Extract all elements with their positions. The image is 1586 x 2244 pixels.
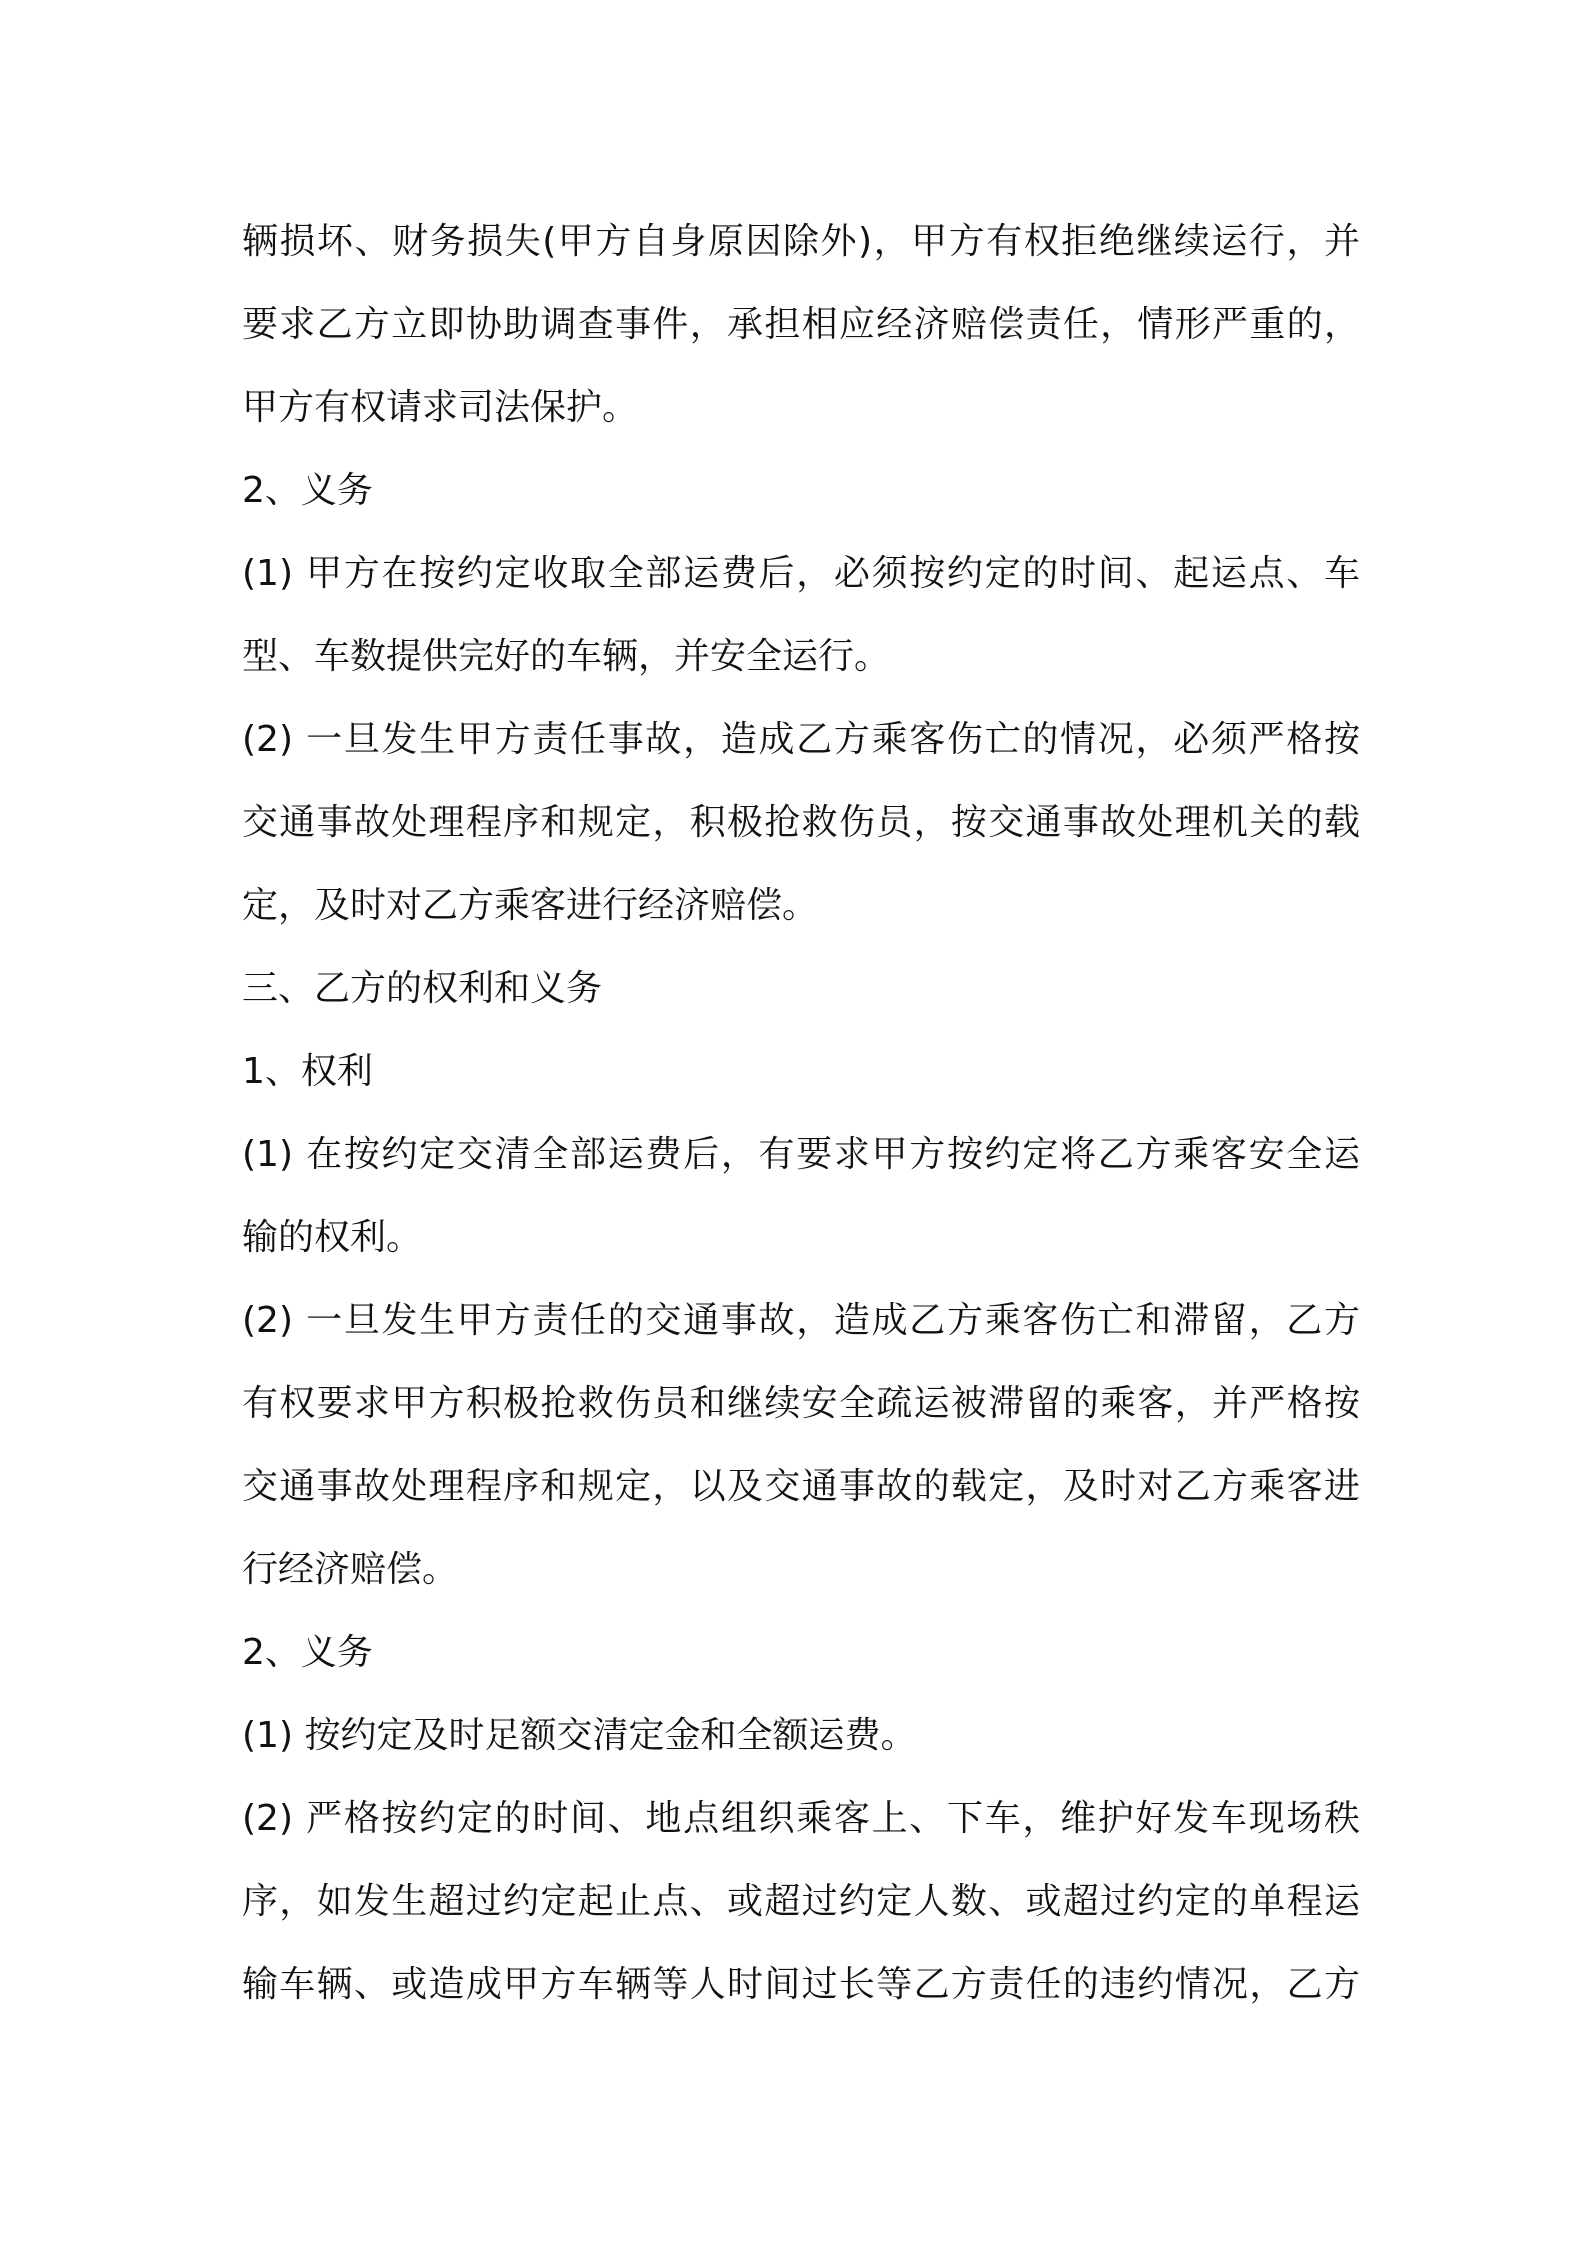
text-line: 要求乙方立即协助调查事件，承担相应经济赔偿责任，情形严重的， — [242, 304, 1360, 345]
text-line: 输的权利。 — [242, 1217, 423, 1258]
text-line: 行经济赔偿。 — [242, 1549, 459, 1590]
section-heading: 2、义务 — [242, 1632, 373, 1673]
text-line: 交通事故处理程序和规定，积极抢救伤员，按交通事故处理机关的载 — [242, 802, 1360, 843]
text-line: (1) 在按约定交清全部运费后，有要求甲方按约定将乙方乘客安全运 — [242, 1134, 1360, 1175]
text-line: 序，如发生超过约定起止点、或超过约定人数、或超过约定的单程运 — [242, 1881, 1360, 1922]
text-line: (2) 一旦发生甲方责任事故，造成乙方乘客伤亡的情况，必须严格按 — [242, 719, 1360, 760]
text-line: (1) 按约定及时足额交清定金和全额运费。 — [242, 1715, 917, 1756]
text-line: 甲方有权请求司法保护。 — [242, 387, 639, 428]
text-line: (2) 严格按约定的时间、地点组织乘客上、下车，维护好发车现场秩 — [242, 1798, 1360, 1839]
section-heading: 2、义务 — [242, 470, 373, 511]
text-line: 交通事故处理程序和规定，以及交通事故的载定，及时对乙方乘客进 — [242, 1466, 1360, 1507]
text-line: 型、车数提供完好的车辆，并安全运行。 — [242, 636, 891, 677]
text-line: 有权要求甲方积极抢救伤员和继续安全疏运被滞留的乘客，并严格按 — [242, 1383, 1360, 1424]
document-body — [242, 200, 1360, 2026]
text-line: 辆损坏、财务损失(甲方自身原因除外)，甲方有权拒绝继续运行，并 — [242, 221, 1360, 262]
text-line: (1) 甲方在按约定收取全部运费后，必须按约定的时间、起运点、车 — [242, 553, 1360, 594]
text-line: 输车辆、或造成甲方车辆等人时间过长等乙方责任的违约情况，乙方 — [242, 1964, 1360, 2005]
text-line: 定，及时对乙方乘客进行经济赔偿。 — [242, 885, 819, 926]
section-heading: 1、权利 — [242, 1051, 373, 1092]
section-heading: 三、乙方的权利和义务 — [242, 968, 603, 1009]
text-line: (2) 一旦发生甲方责任的交通事故，造成乙方乘客伤亡和滞留，乙方 — [242, 1300, 1360, 1341]
